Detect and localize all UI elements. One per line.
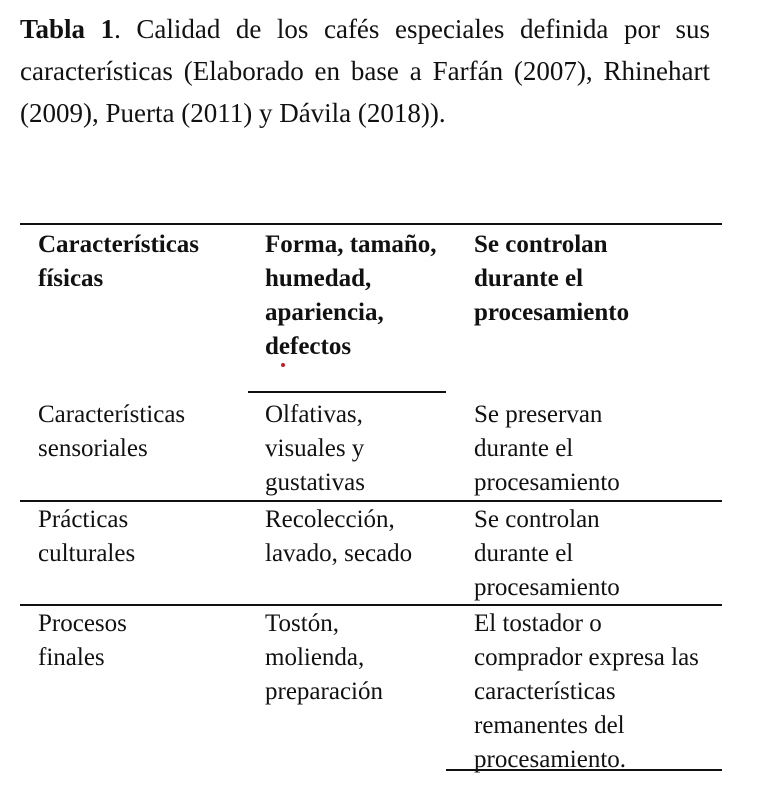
- table-header-cell: Se controlan durante el procesamiento: [474, 231, 630, 326]
- table-cell: Se preservan durante el procesamiento: [474, 401, 620, 496]
- row-divider: [20, 500, 722, 502]
- table-cell: Prácticas culturales: [38, 506, 136, 567]
- table-cell: Procesos finales: [38, 610, 127, 671]
- table-caption-text: . Calidad de los cafés especiales definida por sus características (Elaborado en base a Farfán (2007), Rhinehart (2009), Puerta (2011) y Dávila (2018)).: [20, 14, 710, 128]
- table-cell: Recolección, lavado, secado: [265, 506, 413, 567]
- table-cell: Tostón, molienda, preparación: [265, 610, 383, 705]
- table-cell: Se controlan durante el procesamiento: [474, 506, 620, 601]
- table-header-cell: Forma, tamaño, humedad, apariencia, defectos: [265, 231, 437, 360]
- table-caption-label: Tabla 1: [20, 14, 115, 44]
- table-caption: [20, 8, 710, 134]
- table-cell: Olfativas, visuales y gustativas: [265, 401, 365, 496]
- red-mark: [281, 363, 285, 367]
- header-col2-underline: [248, 391, 446, 393]
- table-cell: El tostador o comprador expresa las características remanentes del procesamiento.: [474, 610, 699, 773]
- table-cell: Características sensoriales: [38, 401, 186, 462]
- table-header-cell: Características físicas: [38, 231, 200, 292]
- table-top-rule: [20, 223, 722, 225]
